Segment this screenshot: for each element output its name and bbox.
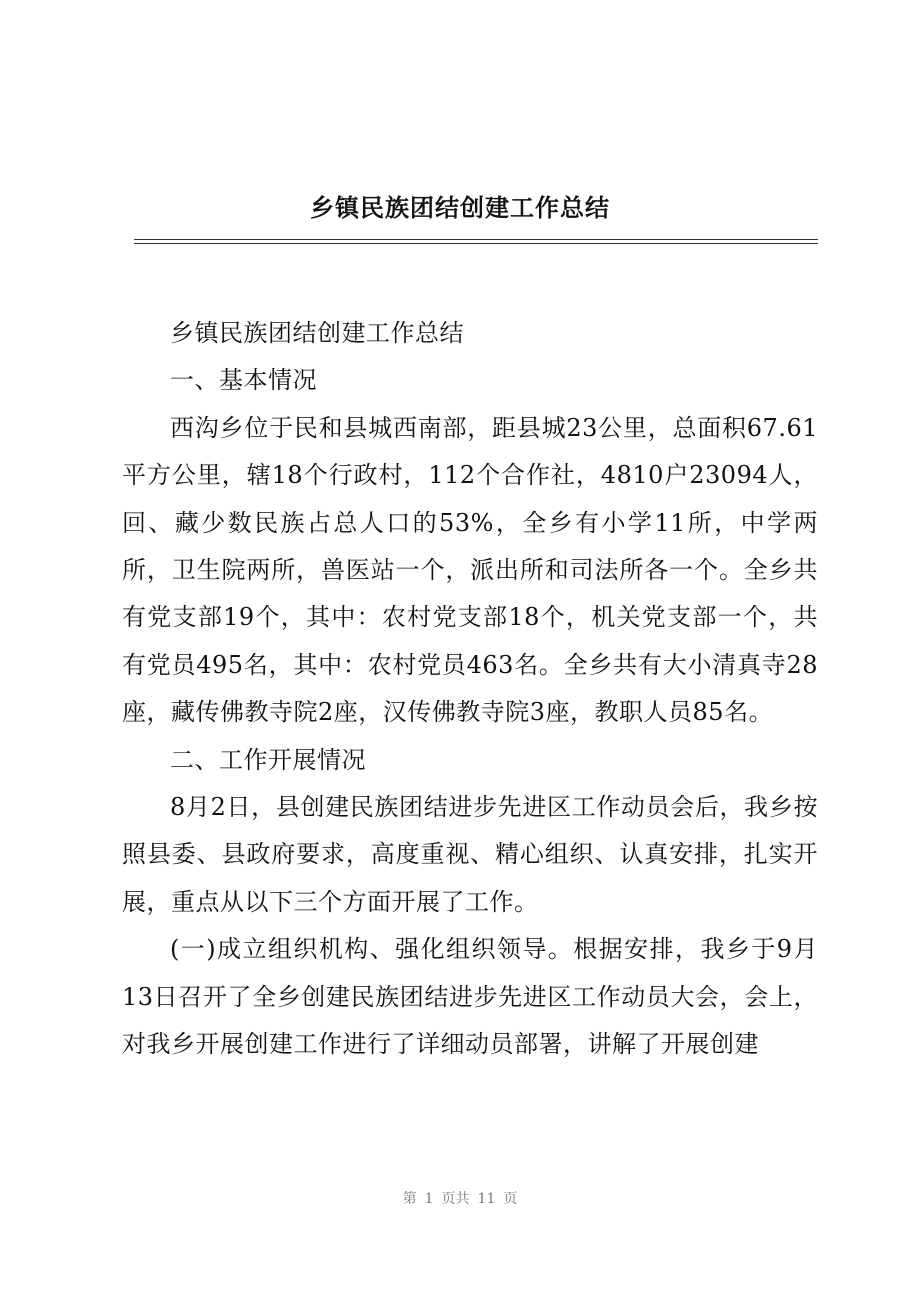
footer-prefix: 第 bbox=[402, 1191, 417, 1207]
section-heading-basic: 一、基本情况 bbox=[170, 366, 317, 395]
footer-current-page: 1 bbox=[424, 1191, 434, 1207]
paragraph-work-intro: 8月2日，县创建民族团结进步先进区工作动员会后，我乡按照县委、县政府要求，高度重视、精心组织、认真安排，扎实开展，重点从以下三个方面开展了工作。 bbox=[122, 793, 818, 916]
document-body bbox=[122, 310, 818, 1069]
paragraph-organization: (一)成立组织机构、强化组织领导。根据安排，我乡于9月13日召开了全乡创建民族团结进步先进区工作动员大会，会上，对我乡开展创建工作进行了详细动员部署，讲解了开展创建 bbox=[122, 935, 818, 1059]
document-title: 乡镇民族团结创建工作总结 bbox=[310, 194, 610, 222]
page-footer bbox=[0, 1188, 920, 1208]
paragraph-basic-situation: 西沟乡位于民和县城西南部，距县城23公里，总面积67.61平方公里，辖18个行政村，112个合作社，4810户23094人，回、藏少数民族占总人口的53%，全乡有小学11所，中学两所，卫生院两所，兽医站一个，派出所和司法所各一个。全乡共有党支部19个，其中：农村党支部18个，机关党支部一个，共有党员495名，其中：农村党员463名。全乡共有大小清真寺28座，藏传佛教寺院2座，汉传佛教寺院3座，教职人员85名。 bbox=[122, 413, 818, 727]
footer-middle: 页共 bbox=[441, 1191, 470, 1207]
footer-suffix: 页 bbox=[503, 1191, 518, 1207]
paragraph-heading: 乡镇民族团结创建工作总结 bbox=[170, 319, 464, 347]
title-double-rule bbox=[134, 239, 818, 244]
footer-total-pages: 11 bbox=[477, 1191, 496, 1207]
section-heading-work: 二、工作开展情况 bbox=[170, 745, 366, 774]
